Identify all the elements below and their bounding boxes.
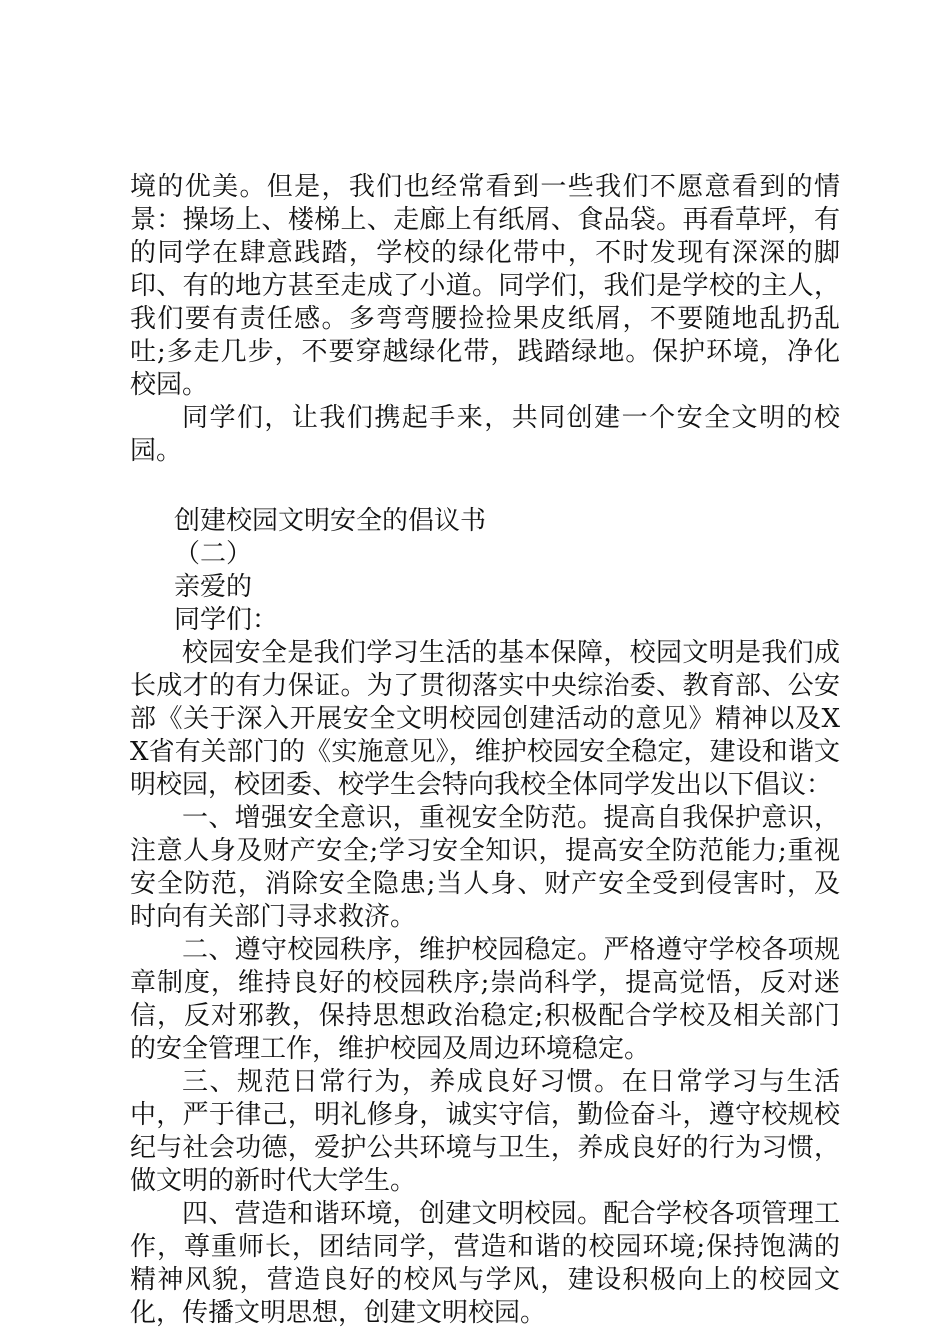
paragraph-call-to-action: 同学们，让我们携起手来，共同创建一个安全文明的校园。 [130, 403, 840, 466]
proposal-title: 创建校园文明安全的倡议书 [174, 506, 487, 536]
proposal-heading [130, 505, 840, 637]
salutation-line-1: 亲爱的 [174, 572, 253, 602]
paragraph-item-4: 四、营造和谐环境，创建文明校园。配合学校各项管理工作，尊重师长，团结同学，营造和谐的校园环境;保持饱满的精神风貌，营造良好的校风与学风，建设积极向上的校园文化，传播文明思想，创建文明校园。 [130, 1199, 840, 1328]
salutation-line-2: 同学们： [174, 605, 279, 635]
paragraph-item-2: 二、遵守校园秩序，维护校园稳定。严格遵守学校各项规章制度，维持良好的校园秩序;崇尚科学，提高觉悟，反对迷信，反对邪教，保持思想政治稳定;积极配合学校及相关部门的安全管理工作，维护校园及周边环境稳定。 [130, 935, 840, 1064]
paragraph-item-1: 一、增强安全意识，重视安全防范。提高自我保护意识，注意人身及财产安全;学习安全知识，提高安全防范能力;重视安全防范，消除安全隐患;当人身、财产安全受到侵害时，及时向有关部门寻求救济。 [130, 803, 840, 932]
paragraph-environment: 境的优美。但是，我们也经常看到一些我们不愿意看到的情景：操场上、楼梯上、走廊上有纸屑、食品袋。再看草坪，有的同学在肆意践踏，学校的绿化带中，不时发现有深深的脚印、有的地方甚至走成了小道。同学们，我们是学校的主人，我们要有责任感。多弯弯腰捡捡果皮纸屑，不要随地乱扔乱吐;多走几步，不要穿越绿化带，践踏绿地。保护环境，净化校园。 [130, 172, 840, 400]
paragraph-intro: 校园安全是我们学习生活的基本保障，校园文明是我们成长成才的有力保证。为了贯彻落实中央综治委、教育部、公安部《关于深入开展安全文明校园创建活动的意见》精神以及XX省有关部门的《实施意见》，维护校园安全稳定，建设和谐文明校园，校团委、校学生会特向我校全体同学发出以下倡议： [130, 638, 840, 800]
document-body [130, 171, 840, 1330]
proposal-number: （二） [174, 539, 253, 569]
paragraph-item-3: 三、规范日常行为，养成良好习惯。在日常学习与生活中，严于律己，明礼修身，诚实守信，勤俭奋斗，遵守校规校纪与社会功德，爱护公共环境与卫生，养成良好的行为习惯，做文明的新时代大学生。 [130, 1067, 840, 1196]
